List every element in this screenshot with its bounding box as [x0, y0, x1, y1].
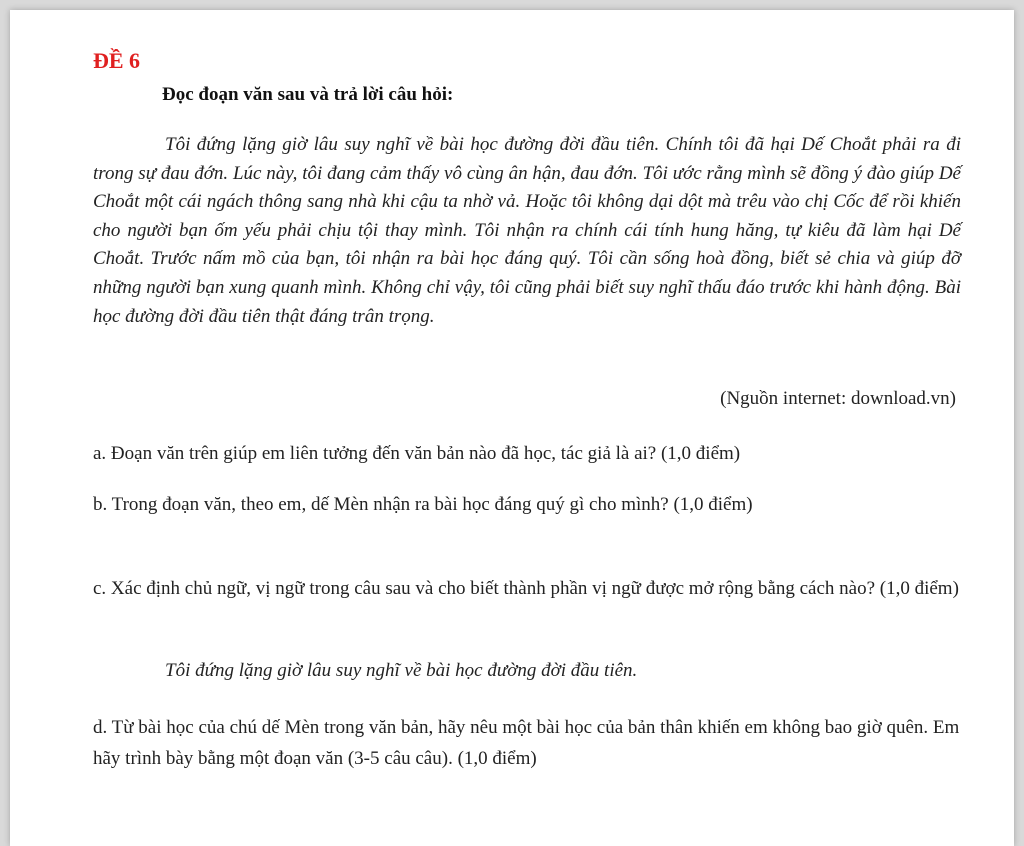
document-page — [10, 10, 1014, 846]
question-d: d. Từ bài học của chú dế Mèn trong văn bản, hãy nêu một bài học của bản thân khiến em không bao giờ quên. Em hãy trình bày bằng một đoạn văn (3-5 câu câu). (1,0 điểm) — [93, 717, 960, 769]
question-c: c. Xác định chủ ngữ, vị ngữ trong câu sau và cho biết thành phần vị ngữ được mở rộng bằng cách nào? (1,0 điểm) — [93, 578, 959, 599]
question-b: b. Trong đoạn văn, theo em, dế Mèn nhận ra bài học đáng quý gì cho mình? (1,0 điểm) — [93, 494, 753, 515]
passage-source: (Nguồn internet: download.vn) — [720, 388, 956, 409]
question-a: a. Đoạn văn trên giúp em liên tưởng đến văn bản nào đã học, tác giả là ai? (1,0 điểm) — [93, 443, 741, 464]
reading-passage: Tôi đứng lặng giờ lâu suy nghĩ về bài học đường đời đầu tiên. Chính tôi đã hại Dế Choắt phải ra đi trong sự đau đớn. Lúc này, tôi đang cảm thấy vô cùng ân hận, đau đớn. Tôi ước rằng mình sẽ đồng ý đào giúp Dế Choắt một cái ngách thông sang nhà khi cậu ta nhờ vả. Hoặc tôi không dại dột mà trêu vào chị Cốc để rồi khiến cho người bạn ốm yếu phải chịu tội thay mình. Tôi nhận ra chính cái tính hung hăng, tự kiêu đã làm hại Dế Choắt. Trước nấm mồ của bạn, tôi nhận ra bài học đáng quý. Tôi cần sống hoà đồng, biết sẻ chia và giúp đỡ những người bạn xung quanh mình. Không chỉ vậy, tôi cũng phải biết suy nghĩ thấu đáo trước khi hành động. Bài học đường đời đầu tiên thật đáng trân trọng. — [93, 134, 961, 327]
exam-title: ĐỀ 6 — [93, 48, 141, 73]
question-c-quote: Tôi đứng lặng giờ lâu suy nghĩ về bài học đường đời đầu tiên. — [165, 660, 638, 681]
reading-instruction: Đọc đoạn văn sau và trả lời câu hỏi: — [162, 84, 454, 105]
